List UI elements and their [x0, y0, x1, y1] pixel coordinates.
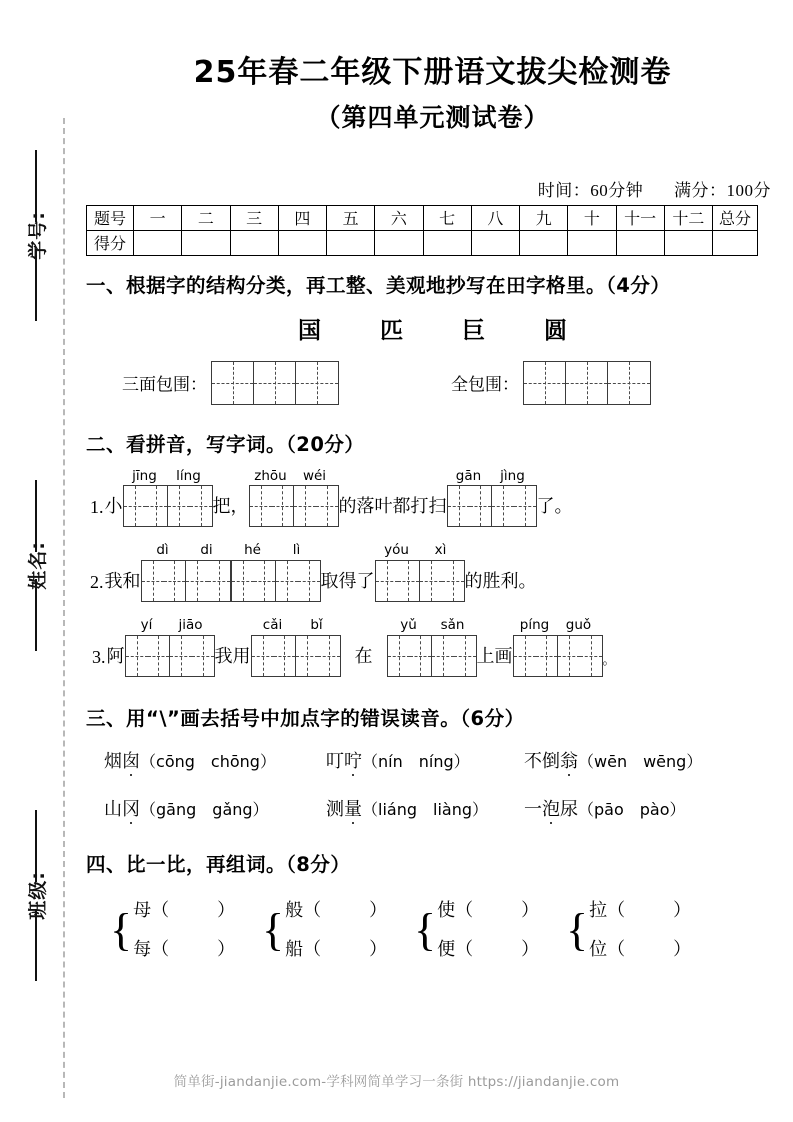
score-cell[interactable]: [664, 230, 712, 255]
tianzige-grid[interactable]: [375, 560, 465, 602]
page-subtitle: （第四单元测试卷）: [315, 102, 550, 132]
tianzige-cell[interactable]: [514, 636, 536, 676]
tianzige-cell[interactable]: [420, 561, 442, 601]
tianzige-grid[interactable]: [447, 485, 537, 527]
tianzige-cell[interactable]: [250, 486, 272, 526]
line-number: 1.: [90, 497, 104, 518]
section-heading-1: 一、根据字的结构分类，再工整、美观地抄写在田字格里。（4分）: [86, 273, 671, 297]
pinyin-syllable: yǔ: [400, 617, 417, 634]
tianzige-cell[interactable]: [316, 486, 338, 526]
tianzige-grid[interactable]: [249, 485, 339, 527]
pinyin-syllable: dì: [156, 542, 169, 559]
compare-character: 母: [133, 900, 152, 921]
compare-pair-list: [133, 891, 235, 968]
tianzige-cell[interactable]: [448, 486, 470, 526]
answer-paren-close: ）: [217, 900, 236, 921]
score-cell[interactable]: [375, 230, 423, 255]
line-text: 我和: [104, 571, 141, 592]
pinyin-hint-row: [123, 469, 213, 484]
brace-icon: {: [414, 903, 437, 955]
answer-group-label: 全包围：: [451, 375, 519, 394]
compare-group: [262, 891, 414, 968]
pinyin-answer-block[interactable]: [375, 543, 465, 602]
phonetic-choice-item[interactable]: [104, 795, 326, 821]
tianzige-grid[interactable]: [141, 560, 231, 602]
tianzige-cell[interactable]: [566, 362, 608, 404]
tianzige-cell[interactable]: [492, 486, 514, 526]
pinyin-syllable: gān: [455, 467, 482, 484]
tianzige-cell[interactable]: [170, 636, 192, 676]
column-header: 十: [568, 205, 616, 230]
answer-paren-open: （: [607, 938, 626, 959]
word-prefix: 不倒: [524, 751, 560, 772]
pinyin-syllable: píng: [519, 617, 550, 634]
answer-paren-close: ）: [673, 938, 692, 959]
dotted-character: 冈: [122, 795, 140, 821]
tianzige-grid[interactable]: [387, 635, 477, 677]
answer-paren-open: （: [455, 938, 474, 959]
score-cell[interactable]: [568, 230, 616, 255]
footer-watermark: 简单街-jiandanjie.com-学科网简单学习一条街 https://jiandanjie.com: [173, 1074, 620, 1090]
score-cell[interactable]: [278, 230, 326, 255]
phonetic-choice-item[interactable]: [524, 795, 686, 821]
compare-pair-bottom[interactable]: [133, 930, 235, 969]
tianzige-cell[interactable]: [432, 636, 454, 676]
column-header: 一: [134, 205, 182, 230]
tianzige-cell[interactable]: [254, 362, 296, 404]
tianzige-grid[interactable]: [513, 635, 603, 677]
word-suffix: 尿: [560, 799, 578, 820]
column-header: 四: [278, 205, 326, 230]
pinyin-syllable: bǐ: [310, 617, 323, 634]
brace-icon: {: [566, 903, 589, 955]
sidebar-field-xuehao: [0, 150, 72, 321]
tianzige-grid[interactable]: [125, 635, 215, 677]
pinyin-hint-row: [447, 469, 537, 484]
column-header: 九: [520, 205, 568, 230]
reading-options[interactable]: （liáng liàng）: [362, 800, 489, 820]
tianzige-grid[interactable]: [251, 635, 341, 677]
tianzige-cell[interactable]: [274, 636, 296, 676]
reading-options[interactable]: （wēn wēng）: [578, 752, 703, 772]
reading-option[interactable]: gāng: [156, 800, 197, 820]
compare-pair-bottom[interactable]: [437, 930, 539, 969]
tianzige-cell[interactable]: [376, 561, 398, 601]
reading-options[interactable]: （cōng chōng）: [140, 752, 276, 772]
compare-character: 使: [437, 900, 456, 921]
column-header: 八: [471, 205, 519, 230]
section-1-characters: [72, 312, 793, 345]
sidebar-field-label: 班级:: [26, 871, 49, 920]
tianzige-cell[interactable]: [318, 636, 340, 676]
reading-options[interactable]: （gāng gǎng）: [140, 800, 269, 820]
compare-pair-list: [589, 891, 691, 968]
compare-pair-top[interactable]: [437, 891, 539, 930]
compare-pair-top[interactable]: [133, 891, 235, 930]
word-prefix: 测: [326, 799, 344, 820]
tianzige-cell[interactable]: [272, 486, 294, 526]
reading-option[interactable]: wēng: [643, 752, 687, 772]
tianzige-cell[interactable]: [124, 486, 146, 526]
compare-pair-top[interactable]: [589, 891, 691, 930]
tianzige-cell[interactable]: [168, 486, 190, 526]
pinyin-line: [72, 618, 793, 677]
phonetic-choice-item[interactable]: [524, 747, 702, 773]
column-header: 十一: [616, 205, 664, 230]
pinyin-answer-block[interactable]: [125, 618, 215, 677]
dotted-character: 翁: [560, 747, 578, 773]
page-title: 25年春二年级下册语文拔尖检测卷: [193, 55, 672, 90]
tianzige-cell[interactable]: [442, 561, 464, 601]
sidebar-field-label: 学号:: [26, 211, 49, 260]
total-score-label: 满分：100分: [674, 180, 771, 200]
tianzige-grid[interactable]: [123, 485, 213, 527]
column-header: 七: [423, 205, 471, 230]
tianzige-cell[interactable]: [254, 561, 276, 601]
section-heading-2: 二、看拼音，写字词。（20分）: [86, 432, 365, 456]
reading-option[interactable]: liáng: [378, 800, 418, 820]
row-header-score: 得分: [87, 230, 134, 255]
compare-group: [414, 891, 566, 968]
tianzige-cell[interactable]: [558, 636, 580, 676]
tianzige-cell[interactable]: [232, 561, 254, 601]
compare-pair-bottom[interactable]: [285, 930, 387, 969]
reading-option[interactable]: liàng: [433, 800, 473, 820]
dotted-character: 咛: [344, 747, 362, 773]
tianzige-grid[interactable]: [523, 361, 651, 405]
word-prefix: 一: [524, 799, 542, 820]
phonetic-choice-item[interactable]: [104, 747, 326, 773]
tianzige-cell[interactable]: [252, 636, 274, 676]
dotted-character: 泡: [542, 795, 560, 821]
pinyin-syllable: líng: [176, 467, 201, 484]
line-text: 取得了: [320, 571, 375, 592]
table-row-scores: [87, 230, 758, 255]
compare-character: 每: [133, 938, 152, 959]
answer-paren-close: ）: [369, 938, 388, 959]
column-header: 五: [327, 205, 375, 230]
pinyin-syllable: jīng: [132, 467, 157, 484]
answer-paren-open: （: [303, 938, 322, 959]
tianzige-cell[interactable]: [398, 561, 420, 601]
sidebar-field-xingming: [0, 480, 72, 651]
reading-options[interactable]: （nín níng）: [362, 752, 470, 772]
answer-paren-open: （: [151, 900, 170, 921]
answer-paren-close: ）: [673, 900, 692, 921]
pinyin-answer-block[interactable]: [513, 618, 603, 677]
pinyin-syllable: zhōu: [254, 467, 287, 484]
tianzige-cell[interactable]: [296, 636, 318, 676]
answer-group-full-enclosure: [451, 361, 651, 405]
line-text: 的落叶都打扫: [338, 496, 447, 517]
sidebar-field-banji: [0, 810, 72, 981]
tianzige-cell[interactable]: [470, 486, 492, 526]
column-header: 六: [375, 205, 423, 230]
line-text: 在: [354, 646, 373, 667]
line-text: 。: [602, 652, 616, 668]
section-1-answer-rows: [72, 361, 793, 405]
tianzige-cell[interactable]: [514, 486, 536, 526]
tianzige-grid[interactable]: [231, 560, 321, 602]
compare-pair-list: [285, 891, 387, 968]
reading-option[interactable]: wēn: [594, 752, 628, 772]
line-text: 了。: [536, 496, 573, 517]
brace-icon: {: [262, 903, 285, 955]
pinyin-answer-block[interactable]: [447, 469, 537, 528]
score-cell[interactable]: [616, 230, 664, 255]
pinyin-hint-row: [513, 618, 603, 633]
score-cell[interactable]: [230, 230, 278, 255]
binding-sidebar: [0, 0, 72, 1122]
tianzige-grid[interactable]: [211, 361, 339, 405]
answer-paren-open: （: [151, 938, 170, 959]
brace-icon: {: [110, 903, 133, 955]
pinyin-answer-block[interactable]: [123, 469, 213, 528]
pinyin-hint-row: [231, 543, 321, 558]
tianzige-cell[interactable]: [454, 636, 476, 676]
answer-paren-close: ）: [521, 938, 540, 959]
score-cell-total[interactable]: [713, 230, 758, 255]
section-heading-4: 四、比一比，再组词。（8分）: [86, 853, 351, 877]
column-header-total: 总分: [713, 205, 758, 230]
pinyin-hint-row: [249, 469, 339, 484]
phonetic-choice-row: [72, 747, 793, 773]
column-header: 十二: [664, 205, 712, 230]
score-table: [86, 205, 758, 256]
tianzige-cell[interactable]: [276, 561, 298, 601]
compare-character: 船: [285, 938, 304, 959]
pinyin-answer-block[interactable]: [387, 618, 477, 677]
exam-meta: [90, 176, 771, 201]
pinyin-hint-row: [251, 618, 341, 633]
line-number: 3.: [92, 647, 106, 668]
compare-pair-list: [437, 891, 539, 968]
tianzige-cell[interactable]: [192, 636, 214, 676]
answer-paren-open: （: [607, 900, 626, 921]
section-heading-3: 三、用“\”画去括号中加点字的错误读音。（6分）: [86, 707, 525, 731]
tianzige-cell[interactable]: [146, 486, 168, 526]
character-sample: 圆: [544, 317, 567, 344]
tianzige-cell[interactable]: [208, 561, 230, 601]
time-limit-label: 时间：60分钟: [537, 180, 644, 200]
answer-paren-close: ）: [369, 900, 388, 921]
score-cell[interactable]: [423, 230, 471, 255]
pinyin-hint-row: [141, 543, 231, 558]
compare-character: 拉: [589, 900, 608, 921]
character-sample: 国: [298, 317, 321, 344]
reading-option[interactable]: cōng: [156, 752, 195, 772]
word-prefix: 叮: [326, 751, 344, 772]
dotted-character: 量: [344, 795, 362, 821]
column-header: 三: [230, 205, 278, 230]
layout-spacer: [339, 361, 451, 405]
pinyin-syllable: yóu: [384, 542, 409, 559]
answer-paren-open: （: [303, 900, 322, 921]
compare-character: 位: [589, 938, 608, 959]
line-text: 把，: [212, 496, 249, 517]
score-cell[interactable]: [182, 230, 230, 255]
pinyin-answer-block[interactable]: [231, 543, 321, 602]
tianzige-cell[interactable]: [148, 636, 170, 676]
section-4-groups: [72, 891, 793, 968]
pinyin-answer-block[interactable]: [251, 618, 341, 677]
answer-paren-close: ）: [521, 900, 540, 921]
pinyin-syllable: wéi: [302, 467, 327, 484]
score-cell[interactable]: [134, 230, 182, 255]
character-sample: 巨: [462, 317, 485, 344]
reading-option[interactable]: gǎng: [212, 800, 253, 820]
reading-option[interactable]: chōng: [210, 752, 260, 772]
line-number: 2.: [90, 572, 104, 593]
compare-group: [566, 891, 718, 968]
score-cell[interactable]: [327, 230, 375, 255]
tianzige-cell[interactable]: [294, 486, 316, 526]
table-row-question-numbers: [87, 205, 758, 230]
pinyin-syllable: sǎn: [440, 617, 465, 634]
pinyin-syllable: di: [200, 542, 213, 559]
pinyin-syllable: jiāo: [178, 617, 203, 634]
tianzige-cell[interactable]: [190, 486, 212, 526]
pinyin-hint-row: [375, 543, 465, 558]
pinyin-syllable: xì: [434, 542, 447, 559]
pinyin-answer-block[interactable]: [249, 469, 339, 528]
pinyin-syllable: lì: [292, 542, 301, 559]
reading-option[interactable]: nín: [378, 752, 403, 772]
phonetic-choice-item[interactable]: [326, 795, 524, 821]
tianzige-cell[interactable]: [164, 561, 186, 601]
pinyin-syllable: hé: [244, 542, 261, 559]
tianzige-cell[interactable]: [388, 636, 410, 676]
phonetic-choice-row: [72, 795, 793, 821]
pinyin-answer-block[interactable]: [141, 543, 231, 602]
sidebar-field-label: 姓名:: [26, 541, 49, 590]
line-text: 我用: [214, 646, 251, 667]
answer-paren-close: ）: [217, 938, 236, 959]
score-cell[interactable]: [471, 230, 519, 255]
word-prefix: 烟: [104, 751, 122, 772]
pinyin-line: [72, 469, 793, 528]
compare-character: 便: [437, 938, 456, 959]
tianzige-cell[interactable]: [524, 362, 566, 404]
pinyin-hint-row: [387, 618, 477, 633]
pinyin-line: [72, 543, 793, 602]
row-header-question: 题号: [87, 205, 134, 230]
character-sample: 匹: [380, 317, 403, 344]
line-text: 小: [104, 496, 123, 517]
exam-paper-body: [72, 0, 793, 1122]
tianzige-cell[interactable]: [212, 362, 254, 404]
pinyin-syllable: jìng: [500, 467, 525, 484]
tianzige-cell[interactable]: [580, 636, 602, 676]
dotted-character: 囱: [122, 747, 140, 773]
answer-paren-open: （: [455, 900, 474, 921]
tianzige-cell[interactable]: [186, 561, 208, 601]
pinyin-syllable: yí: [140, 617, 153, 634]
compare-character: 般: [285, 900, 304, 921]
tianzige-cell[interactable]: [142, 561, 164, 601]
pinyin-syllable: cǎi: [262, 617, 283, 634]
reading-options[interactable]: （pāo pào）: [578, 800, 686, 820]
tianzige-cell[interactable]: [608, 362, 650, 404]
pinyin-syllable: guǒ: [565, 617, 592, 634]
line-text: 的胜利。: [464, 571, 537, 592]
pinyin-hint-row: [125, 618, 215, 633]
word-prefix: 山: [104, 799, 122, 820]
phonetic-choice-item[interactable]: [326, 747, 524, 773]
tianzige-cell[interactable]: [126, 636, 148, 676]
reading-option[interactable]: pào: [639, 800, 670, 820]
reading-option[interactable]: níng: [418, 752, 454, 772]
column-header: 二: [182, 205, 230, 230]
tianzige-cell[interactable]: [410, 636, 432, 676]
compare-group: [110, 891, 262, 968]
reading-option[interactable]: pāo: [594, 800, 624, 820]
answer-group-label: 三面包围：: [122, 375, 207, 394]
score-cell[interactable]: [520, 230, 568, 255]
tianzige-cell[interactable]: [296, 362, 338, 404]
compare-pair-bottom[interactable]: [589, 930, 691, 969]
tianzige-cell[interactable]: [536, 636, 558, 676]
line-text: 上画: [476, 646, 513, 667]
tianzige-cell[interactable]: [298, 561, 320, 601]
line-text: 阿: [106, 646, 125, 667]
compare-pair-top[interactable]: [285, 891, 387, 930]
answer-group-three-sided: [122, 361, 339, 405]
